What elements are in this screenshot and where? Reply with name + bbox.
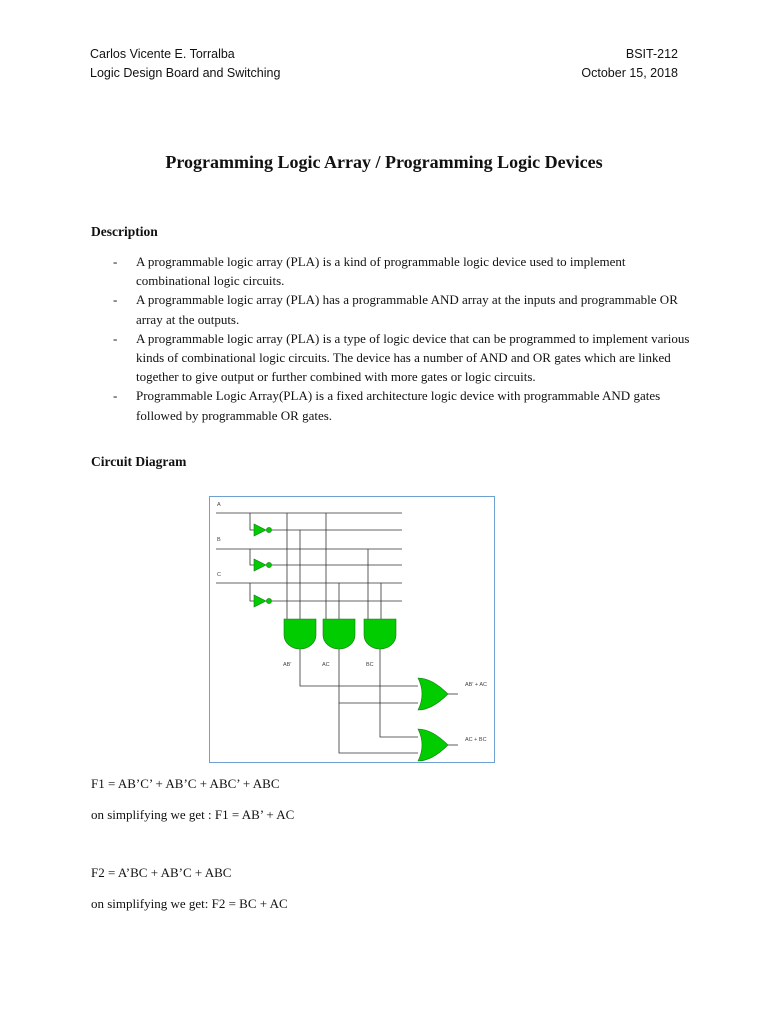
and-gate-bc xyxy=(364,619,396,649)
list-item-text: Programmable Logic Array(PLA) is a fixed architecture logic device with programmable AND gates followed by programmable OR gates. xyxy=(136,388,661,423)
input-label-c: C xyxy=(217,572,221,578)
equation-f2: F2 = A’BC + AB’C + ABC xyxy=(91,865,232,880)
description-list xyxy=(91,252,691,425)
section-code: BSIT-212 xyxy=(625,47,678,61)
list-item-text: A programmable logic array (PLA) has a programmable AND array at the inputs and programmable OR array at the outputs. xyxy=(136,292,678,327)
pla-circuit-svg xyxy=(210,497,496,764)
inverter-a xyxy=(254,524,272,536)
author-name: Carlos Vicente E. Torralba xyxy=(90,47,235,61)
course-name: Logic Design Board and Switching xyxy=(90,66,281,80)
description-heading: Description xyxy=(91,224,158,239)
inverter-gates xyxy=(254,524,272,607)
inverter-b xyxy=(254,559,272,571)
page-title: Programming Logic Array / Programming Logic Devices xyxy=(165,152,603,172)
bullet-marker: - xyxy=(113,292,118,308)
and-label-ab-prime: AB' xyxy=(283,662,292,668)
header-left xyxy=(90,45,280,83)
list-item xyxy=(91,252,691,290)
or-label-f2: AC + BC xyxy=(465,737,487,743)
bullet-marker: - xyxy=(113,330,118,346)
equation-f1: F1 = AB’C’ + AB’C + ABC’ + ABC xyxy=(91,776,280,791)
list-item xyxy=(91,290,691,328)
list-item xyxy=(91,329,691,387)
list-item-text: A programmable logic array (PLA) is a type of logic device that can be programmed to implement various kinds of combinational logic circuits. The device has a number of AND and OR gates which are linked together to give output or further combined with more gates or logic circuits. xyxy=(136,330,690,385)
list-item xyxy=(91,386,691,424)
header-right xyxy=(581,45,678,83)
circuit-diagram xyxy=(209,496,495,763)
inverter-c xyxy=(254,595,272,607)
or-label-f1: AB' + AC xyxy=(465,682,487,688)
and-gate-ac xyxy=(323,619,355,649)
and-gates xyxy=(284,619,396,649)
bullet-marker: - xyxy=(113,388,118,404)
list-item-text: A programmable logic array (PLA) is a kind of programmable logic device used to implement combinational logic circuits. xyxy=(136,254,626,289)
or-gates xyxy=(418,678,448,761)
document-date: October 15, 2018 xyxy=(581,66,678,80)
equation-f1-simplified: on simplifying we get : F1 = AB’ + AC xyxy=(91,807,295,822)
or-gate-f1 xyxy=(418,678,448,710)
and-label-ac: AC xyxy=(322,662,330,668)
input-label-b: B xyxy=(217,537,221,543)
or-gate-f2 xyxy=(418,729,448,761)
and-gate-ab-prime xyxy=(284,619,316,649)
bullet-marker: - xyxy=(113,254,118,269)
input-label-a: A xyxy=(217,502,221,508)
circuit-diagram-heading: Circuit Diagram xyxy=(91,454,187,469)
and-label-bc: BC xyxy=(366,662,374,668)
equation-f2-simplified: on simplifying we get: F2 = BC + AC xyxy=(91,896,288,911)
